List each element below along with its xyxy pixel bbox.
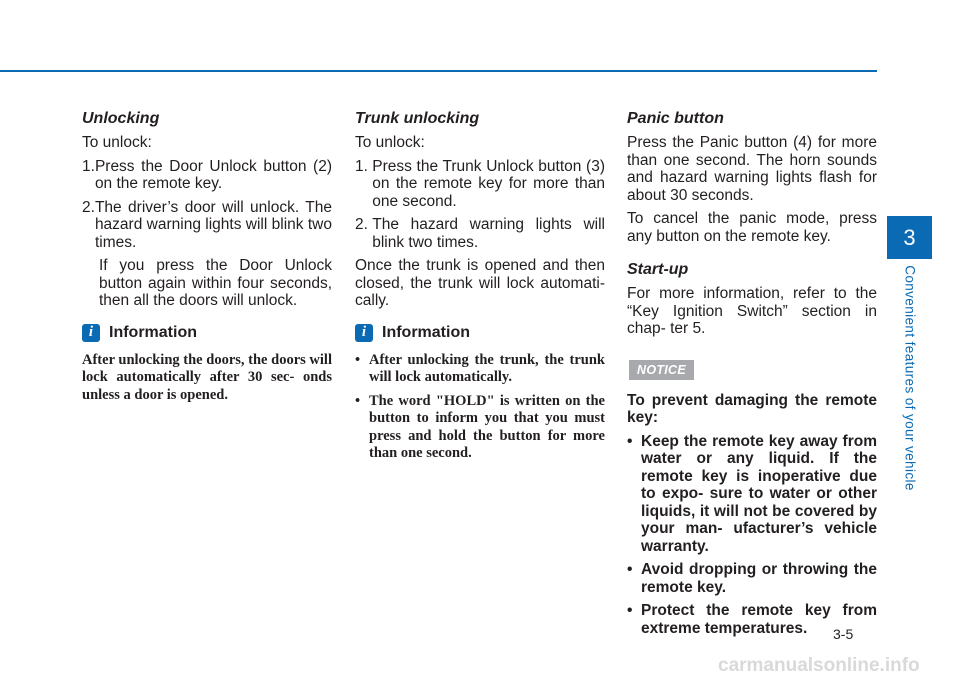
list-item: • Protect the remote key from extreme temperatures.: [627, 602, 877, 637]
column-trunk-unlocking: [355, 110, 605, 469]
trunk-intro: To unlock:: [355, 134, 425, 151]
notice-badge: NOTICE: [629, 360, 694, 380]
list-item: • Avoid dropping or throwing the remote key.: [627, 561, 877, 596]
step-text: Press the Door Unlock button (2) on the remote key.: [94, 157, 332, 192]
step-text: The driver’s door will unlock. The hazard warning lights will blink two times.: [94, 198, 332, 251]
header-rule: [0, 70, 877, 72]
info-text: After unlocking the doors, the doors will lock automatically after 30 sec- onds unless a door is opened.: [82, 351, 332, 403]
bullet-text: Protect the remote key from extreme temperatures.: [641, 602, 877, 637]
list-item: • The word "HOLD" is written on the button to inform you that you must press and hold the button for more than one second.: [355, 392, 605, 461]
step-number: 1.: [82, 157, 95, 175]
chapter-tab: 3: [887, 216, 932, 259]
info-title: Information: [109, 323, 197, 341]
bullet-text: Keep the remote key away from water or any liquid. If the remote key is inoperative due to expo- sure to water or other liquids, it will not be covered by your man- ufacturer’s vehicle warranty.: [641, 432, 877, 555]
panic-paragraph-1: Press the Panic button (4) for more than one second. The horn sounds and hazard warning lights flash for about 30 seconds.: [627, 134, 877, 204]
trunk-step-1: [355, 158, 605, 211]
bullet-text: The word "HOLD" is written on the button to inform you that you must press and hold the button for more than one second.: [369, 392, 605, 461]
unlock-intro: To unlock:: [82, 134, 152, 151]
trunk-step-2: [355, 216, 605, 251]
column-unlocking: [82, 110, 332, 410]
trunk-paragraph: Once the trunk is opened and then closed, the trunk will lock automati- cally.: [355, 257, 605, 309]
notice-bullet-list: [627, 433, 877, 638]
unlock-step-2-extra: If you press the Door Unlock button again within four seconds, then all the doors will unlock.: [99, 257, 332, 309]
info-icon: i: [82, 324, 100, 342]
panic-paragraph-2: To cancel the panic mode, press any button on the remote key.: [627, 210, 877, 245]
section-title-trunk: Trunk unlocking: [355, 110, 480, 127]
info-bullet-list: [355, 352, 605, 463]
watermark: carmanualsonline.info: [718, 655, 920, 676]
list-item: • Keep the remote key away from water or any liquid. If the remote key is inoperative due to expo- sure to water or other liquids, it will not be covered by your man- ufacturer’s vehicle warranty.: [627, 432, 877, 555]
step-text: Press the Trunk Unlock button (3) on the remote key for more than one second.: [372, 157, 605, 210]
page-number: 3-5: [833, 626, 854, 642]
list-item: • After unlocking the trunk, the trunk will lock automatically.: [355, 351, 605, 385]
step-number: 2.: [82, 198, 95, 216]
step-text: The hazard warning lights will blink two times.: [372, 216, 605, 251]
step-number: 1.: [355, 157, 373, 175]
startup-paragraph: For more information, refer to the “Key Ignition Switch” section in chap- ter 5.: [627, 285, 877, 337]
notice-heading: To prevent damaging the remote key:: [627, 391, 877, 426]
chapter-title: Convenient features of your vehicle: [902, 265, 917, 491]
bullet-text: Avoid dropping or throwing the remote key.: [641, 561, 877, 596]
bullet-text: After unlocking the trunk, the trunk will lock automatically.: [369, 351, 605, 385]
column-panic-button: [627, 110, 877, 643]
chapter-title-vertical: [892, 262, 927, 494]
info-icon: i: [355, 324, 373, 342]
unlock-step-1: [82, 158, 332, 193]
info-header: [355, 324, 605, 342]
info-header: [82, 324, 332, 342]
section-title-panic: Panic button: [627, 110, 724, 127]
section-title-startup: Start-up: [627, 261, 689, 278]
step-number: 2.: [355, 216, 373, 233]
info-title: Information: [382, 323, 470, 341]
unlock-step-2: [82, 199, 332, 252]
section-title-unlocking: Unlocking: [82, 110, 160, 127]
